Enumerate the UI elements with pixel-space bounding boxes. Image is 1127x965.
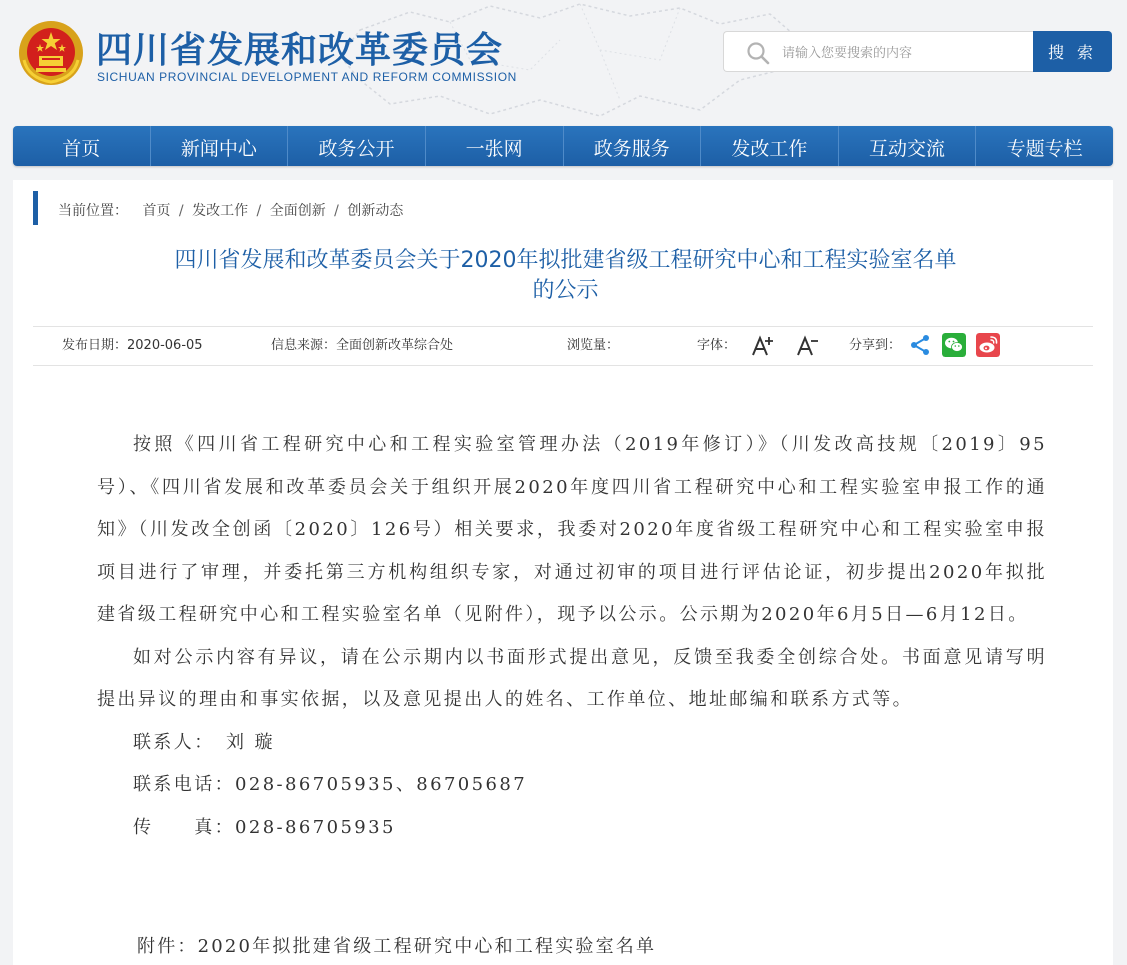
info-source-label: 信息来源：	[271, 338, 337, 353]
nav-item-interaction[interactable]: 互动交流	[839, 126, 977, 166]
nav-item-gov-services[interactable]: 政务服务	[564, 126, 702, 166]
view-count-label: 浏览量：	[567, 338, 620, 353]
font-decrease-icon[interactable]	[796, 335, 820, 357]
breadcrumb-separator: /	[334, 203, 339, 219]
contact-fax: 传 真：028-86705935	[133, 816, 396, 838]
nav-item-special-topics[interactable]: 专题专栏	[1006, 138, 1083, 160]
article-title-line2: 的公示	[532, 278, 599, 303]
breadcrumb-item-home[interactable]: 首页	[142, 203, 171, 219]
article-title	[53, 246, 1078, 306]
wechat-icon[interactable]	[942, 333, 966, 357]
contact-phone: 联系电话：028-86705935、86705687	[133, 774, 528, 795]
font-size-label: 字体：	[697, 338, 737, 353]
site-header	[0, 0, 1127, 120]
share-icon[interactable]	[908, 333, 932, 357]
breadcrumb-separator: /	[256, 203, 262, 219]
weibo-icon[interactable]	[976, 333, 1000, 357]
breadcrumb-item-innovation-news[interactable]: 创新动态	[347, 203, 404, 219]
breadcrumb-item-innovation[interactable]: 全面创新	[269, 203, 326, 219]
nav-item-dev-reform-work[interactable]: 发改工作	[701, 126, 839, 166]
national-emblem-icon	[18, 20, 84, 86]
nav-item-news[interactable]: 新闻中心	[151, 126, 289, 166]
font-increase-icon[interactable]	[751, 335, 775, 357]
nav-item-gov-affairs[interactable]: 政务公开	[288, 126, 426, 166]
article-paragraph: 按照《四川省工程研究中心和工程实验室管理办法（2019年修订）》（川发改高技规〔2019〕95号）、《四川省发展和改革委员会关于组织开展2020年度四川省工程研究中心和工程实验室申报工作的通知》（川发改全创函〔2020〕126号）相关要求，我委对2020年度省级工程研究中心和工程实验室申报项目进行了审理，并委托第三方机构组织专家，对通过初审的项目进行评估论证，初步提出2020年拟批建省级工程研究中心和工程实验室名单（见附件），现予以公示。公示期为2020年6月5日—6月12日。	[97, 434, 1047, 625]
main-nav	[13, 126, 1113, 166]
publish-date	[62, 327, 203, 365]
publish-date-label: 发布日期：	[62, 338, 128, 353]
search-icon	[746, 41, 770, 65]
contact-person: 联系人： 刘 璇	[133, 731, 275, 753]
info-source	[271, 327, 453, 365]
article-container	[13, 180, 1113, 965]
search-input[interactable]	[780, 41, 1024, 65]
publish-date-value: 2020-06-05	[127, 338, 203, 353]
article-paragraph: 如对公示内容有异议，请在公示期内以书面形式提出意见，反馈至我委全创综合处。书面意见请写明提出异议的理由和事实依据，以及意见提出人的姓名、工作单位、地址邮编和联系方式等。	[97, 646, 1047, 710]
article-body	[97, 424, 1047, 849]
attachment-link[interactable]: 附件：2020年拟批建省级工程研究中心和工程实验室名单	[137, 936, 657, 957]
breadcrumb-separator: /	[178, 203, 184, 219]
info-source-value: 全面创新改革综合处	[336, 338, 454, 353]
breadcrumb-item-dev-reform-work[interactable]: 发改工作	[192, 203, 249, 219]
nav-item-one-network[interactable]: 一张网	[426, 126, 564, 166]
article-title-line1: 四川省发展和改革委员会关于2020年拟批建省级工程研究中心和工程实验室名单	[174, 248, 957, 273]
search-button[interactable]: 搜 索	[1033, 31, 1112, 72]
breadcrumb-prefix: 当前位置：	[58, 203, 128, 219]
breadcrumb	[33, 191, 403, 225]
nav-item-home[interactable]: 首页	[13, 126, 151, 166]
site-subtitle: SICHUAN PROVINCIAL DEVELOPMENT AND REFORM COMMISSION	[97, 70, 517, 84]
site-title[interactable]: 四川省发展和改革委员会	[96, 30, 504, 71]
share-label: 分享到：	[849, 338, 902, 353]
article-meta	[33, 326, 1093, 366]
search-box	[723, 31, 1033, 72]
